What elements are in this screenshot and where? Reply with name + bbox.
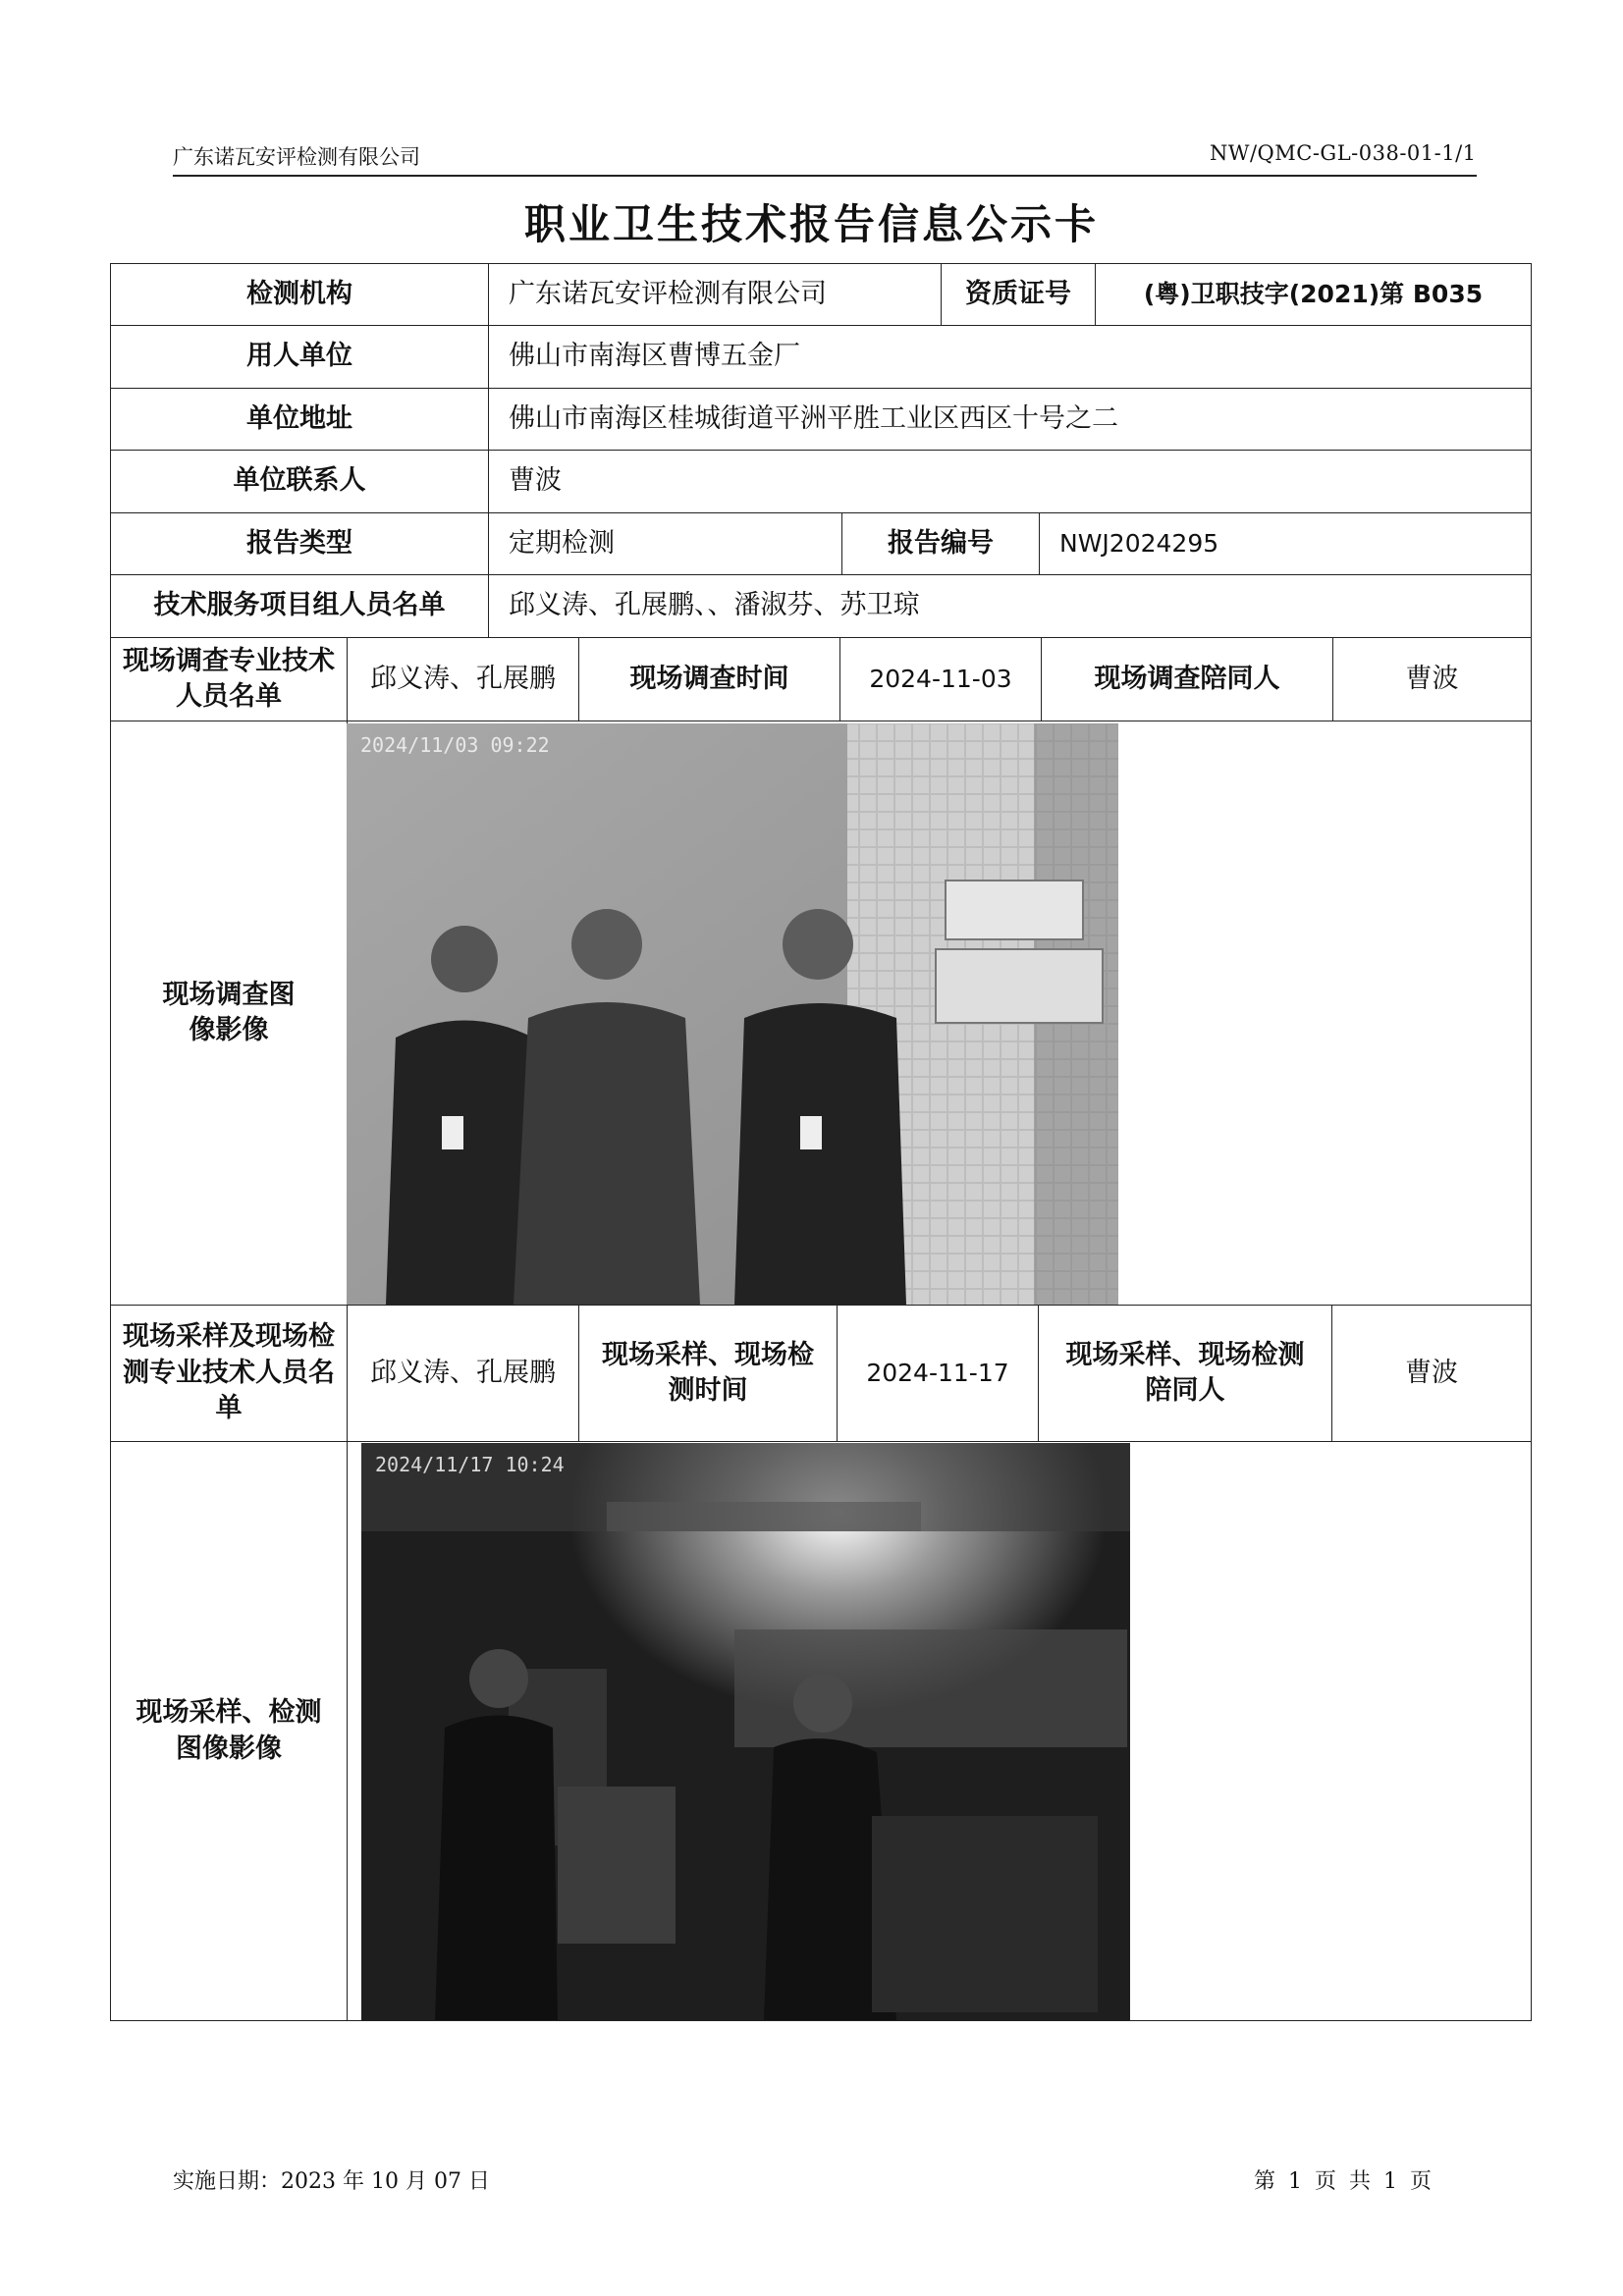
survey-photo bbox=[347, 723, 1118, 1305]
report-no-value: NWJ2024295 bbox=[1039, 512, 1532, 575]
cert-label: 资质证号 bbox=[941, 263, 1096, 326]
survey-escort-value: 曹波 bbox=[1332, 637, 1532, 721]
agency-label: 检测机构 bbox=[110, 263, 489, 326]
survey-staff-label: 现场调查专业技术人员名单 bbox=[110, 637, 348, 721]
address-value: 佛山市南海区桂城街道平洲平胜工业区西区十号之二 bbox=[488, 388, 1532, 451]
team-value: 邱义涛、孔展鹏、、潘淑芬、苏卫琼 bbox=[488, 574, 1532, 638]
header-company: 广东诺瓦安评检测有限公司 bbox=[173, 145, 420, 169]
sampling-escort-value: 曹波 bbox=[1331, 1305, 1532, 1442]
contact-value: 曹波 bbox=[488, 450, 1532, 513]
employer-label: 用人单位 bbox=[110, 325, 489, 389]
survey-time-value: 2024-11-03 bbox=[839, 637, 1042, 721]
sampling-staff-label: 现场采样及现场检测专业技术人员名单 bbox=[110, 1305, 348, 1442]
sampling-escort-label: 现场采样、现场检测陪同人 bbox=[1038, 1305, 1332, 1442]
sampling-photo-label-text: 现场采样、检测图像影像 bbox=[135, 1697, 322, 1764]
sampling-photo-label bbox=[110, 1441, 348, 2021]
survey-photo-image bbox=[347, 723, 1118, 1305]
header-divider bbox=[173, 175, 1477, 177]
survey-staff-value: 邱义涛、孔展鹏 bbox=[347, 637, 579, 721]
sampling-time-value: 2024-11-17 bbox=[837, 1305, 1039, 1442]
survey-photo-timestamp: 2024/11/03 09:22 bbox=[360, 733, 550, 757]
survey-time-label: 现场调查时间 bbox=[578, 637, 840, 721]
contact-label: 单位联系人 bbox=[110, 450, 489, 513]
header-doc-code: NW/QMC-GL-038-01-1/1 bbox=[1210, 141, 1477, 165]
sampling-photo-timestamp: 2024/11/17 10:24 bbox=[375, 1453, 565, 1476]
footer-page: 第 1 页 共 1 页 bbox=[1254, 2169, 1432, 2194]
report-type-label: 报告类型 bbox=[110, 512, 489, 575]
sampling-photo-image bbox=[361, 1443, 1130, 2020]
survey-escort-label: 现场调查陪同人 bbox=[1041, 637, 1333, 721]
report-type-value: 定期检测 bbox=[488, 512, 842, 575]
agency-value: 广东诺瓦安评检测有限公司 bbox=[488, 263, 942, 326]
survey-photo-label-text: 现场调查图像影像 bbox=[162, 979, 296, 1045]
report-no-label: 报告编号 bbox=[841, 512, 1040, 575]
survey-photo-label bbox=[110, 721, 348, 1306]
sampling-time-label: 现场采样、现场检测时间 bbox=[578, 1305, 838, 1442]
address-label: 单位地址 bbox=[110, 388, 489, 451]
sampling-photo bbox=[361, 1443, 1130, 2020]
page-title: 职业卫生技术报告信息公示卡 bbox=[523, 200, 1099, 248]
sampling-staff-value: 邱义涛、孔展鹏 bbox=[347, 1305, 579, 1442]
team-label: 技术服务项目组人员名单 bbox=[110, 574, 489, 638]
employer-value: 佛山市南海区曹博五金厂 bbox=[488, 325, 1532, 389]
footer-date: 实施日期：2023 年 10 月 07 日 bbox=[173, 2169, 490, 2194]
cert-value: (粤)卫职技字(2021)第 B035 bbox=[1095, 263, 1532, 326]
